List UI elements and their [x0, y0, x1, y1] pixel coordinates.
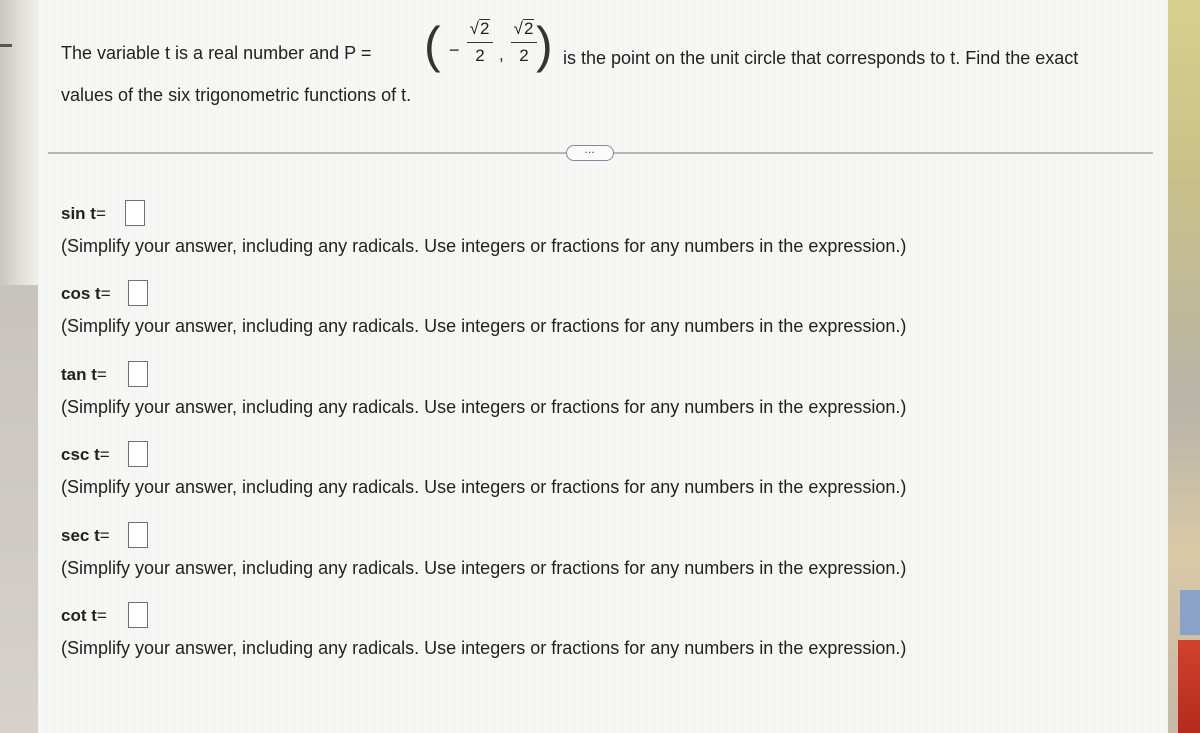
cot-label: cot t= [61, 606, 107, 625]
csc-answer-input[interactable] [128, 441, 148, 467]
cot-answer-input[interactable] [128, 602, 148, 628]
y-radicand: 2 [523, 19, 534, 38]
tan-answer-input[interactable] [128, 361, 148, 387]
problem-line-2: values of the six trigonometric functions of t. [61, 85, 412, 105]
answer-row-cos [61, 280, 1151, 340]
sec-answer-input[interactable] [128, 522, 148, 548]
x-radicand: 2 [479, 19, 490, 38]
left-edge-mark [0, 44, 12, 47]
y-denominator: 2 [519, 46, 529, 65]
x-fraction-bar [467, 42, 493, 43]
cos-answer-input[interactable] [128, 280, 148, 306]
problem-continuation: is the point on the unit circle that corresponds to t. Find the exact [563, 48, 1079, 68]
y-numerator: √2 [513, 19, 534, 38]
answer-row-sec [61, 522, 1151, 582]
x-denominator: 2 [475, 46, 485, 65]
csc-instruction: (Simplify your answer, including any radicals. Use integers or fractions for any numbers in the expression.) [61, 477, 907, 497]
tan-instruction: (Simplify your answer, including any radicals. Use integers or fractions for any numbers in the expression.) [61, 397, 907, 417]
right-edge-blue [1180, 590, 1200, 635]
x-numerator: √2 [469, 19, 490, 38]
problem-line-1 [61, 17, 1151, 80]
tan-label: tan t= [61, 365, 107, 384]
sin-answer-input[interactable] [125, 200, 145, 226]
problem-intro: The variable t is a real number and P = [61, 43, 372, 63]
answer-row-sin [61, 200, 1151, 260]
cos-instruction: (Simplify your answer, including any radicals. Use integers or fractions for any numbers in the expression.) [61, 316, 907, 336]
more-options-button[interactable]: … [566, 145, 614, 161]
sec-instruction: (Simplify your answer, including any radicals. Use integers or fractions for any numbers in the expression.) [61, 558, 907, 578]
left-edge-shade [0, 285, 38, 733]
sin-instruction: (Simplify your answer, including any radicals. Use integers or fractions for any numbers in the expression.) [61, 236, 907, 256]
answer-row-cot [61, 602, 1151, 662]
question-screen [38, 0, 1168, 733]
left-paren: ( [424, 17, 441, 73]
sin-label: sin t= [61, 204, 106, 223]
right-paren: ) [536, 17, 553, 73]
sec-label: sec t= [61, 526, 110, 545]
point-p [423, 17, 553, 83]
right-edge-red [1178, 640, 1200, 733]
cot-instruction: (Simplify your answer, including any radicals. Use integers or fractions for any numbers in the expression.) [61, 638, 907, 658]
answer-row-csc [61, 441, 1151, 501]
csc-label: csc t= [61, 445, 110, 464]
coordinate-comma: , [499, 45, 504, 64]
minus-sign: − [449, 40, 460, 60]
cos-label: cos t= [61, 284, 111, 303]
answer-row-tan [61, 361, 1151, 421]
y-fraction-bar [511, 42, 537, 43]
